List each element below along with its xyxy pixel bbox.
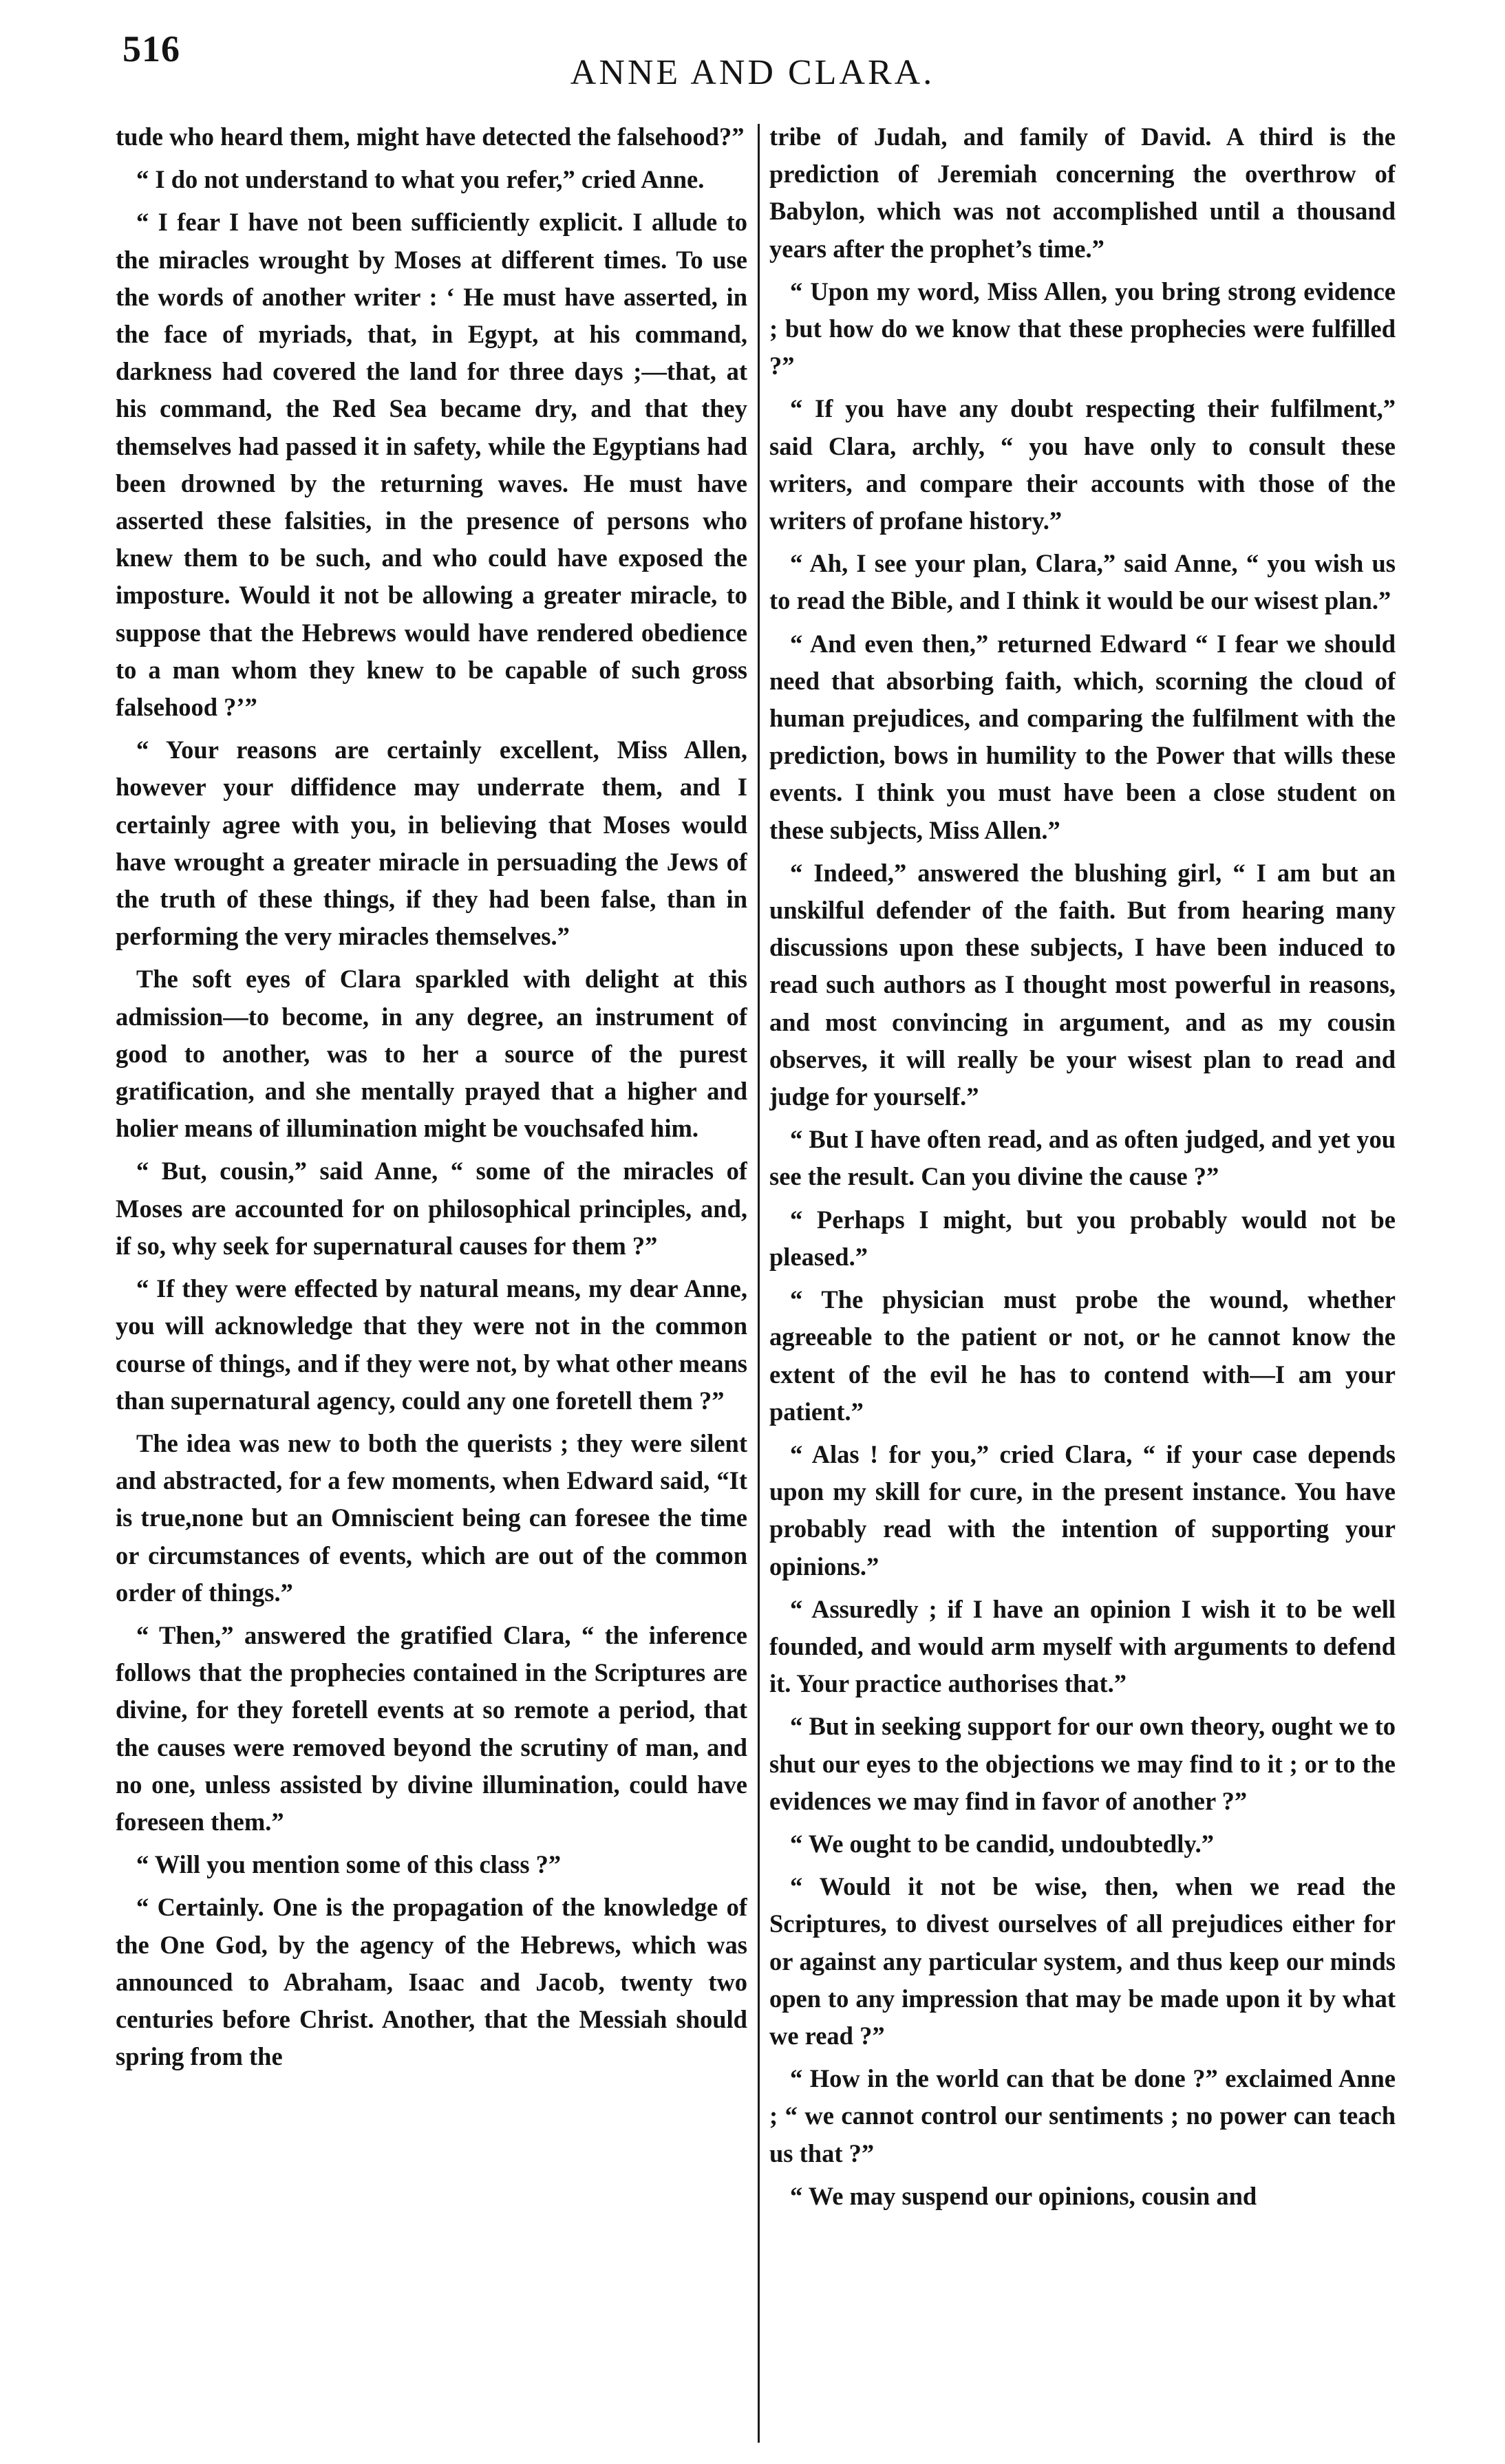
paragraph: “ Certainly. One is the propagation of the knowledge of the One God, by the agency of the Hebrews, which was announced to Abraham, Isaac and Jacob, twenty two centuries before Christ. Another, that the Messiah should spring from the <box>116 1893 747 2071</box>
paragraph: “ Will you mention some of this class ?” <box>136 1850 562 1879</box>
paragraph: “ Assuredly ; if I have an opinion I wish it to be well founded, and would arm myself with arguments to defend it. Your practice authorises that.” <box>769 1594 1396 1698</box>
paragraph: “ I do not understand to what you refer,” cried Anne. <box>136 165 705 194</box>
paragraph: “ If you have any doubt respecting their fulfilment,” said Clara, archly, “ you have only to consult these writers, and compare their accounts with those of the writers of profane history.” <box>769 394 1396 535</box>
paragraph: “ We ought to be candid, undoubtedly.” <box>790 1829 1214 1858</box>
right-column <box>769 118 1396 2430</box>
paragraph: “ Perhaps I might, but you probably would not be pleased.” <box>769 1205 1396 1271</box>
paragraph: “ And even then,” returned Edward “ I fear we should need that absorbing faith, which, scorning the cloud of human prejudices, and comparing the fulfilment with the prediction, bows in humility to the Power that wills these events. I think you must have been a close student on these subjects, Miss Allen.” <box>769 629 1396 844</box>
column-divider <box>758 124 760 2443</box>
paragraph: “ But, cousin,” said Anne, “ some of the miracles of Moses are accounted for on philosophical principles, and, if so, why seek for supernatural causes for them ?” <box>116 1157 747 1260</box>
running-title: ANNE AND CLARA. <box>570 53 935 92</box>
paragraph: “ The physician must probe the wound, whether agreeable to the patient or not, or he cannot know the extent of the evil he has to contend with—I am your patient.” <box>769 1285 1396 1426</box>
paragraph: “ Upon my word, Miss Allen, you bring strong evidence ; but how do we know that these prophecies were fulfilled ?” <box>769 277 1396 381</box>
left-column <box>116 118 747 2430</box>
paragraph: The idea was new to both the querists ; they were silent and abstracted, for a few moments, when Edward said, “It is true,none but an Omniscient being can foresee the time or circumstances of events, which are out of the common order of things.” <box>116 1428 747 1607</box>
paragraph: “ Indeed,” answered the blushing girl, “ I am but an unskilful defender of the faith. But from hearing many discussions upon these subjects, I have been induced to read such authors as I thought most powerful in reasons, and most convincing in argument, and as my cousin observes, it will really be your wisest plan to read and judge for yourself.” <box>769 858 1396 1111</box>
paragraph: tribe of Judah, and family of David. A third is the prediction of Jeremiah concerning the overthrow of Babylon, which was not accomplished until a thousand years after the prophet’s time.” <box>769 122 1396 263</box>
paragraph: “ If they were effected by natural means, my dear Anne, you will acknowledge that they were not in the common course of things, and if they were not, by what other means than supernatural agency, could any one foretell them ?” <box>116 1274 747 1415</box>
paragraph: “ Would it not be wise, then, when we read the Scriptures, to divest ourselves of all prejudices either for or against any particular system, and thus keep our minds open to any impression that may be made upon it by what we read ?” <box>769 1872 1396 2050</box>
page-number: 516 <box>122 28 180 69</box>
paragraph: “ But in seeking support for our own theory, ought we to shut our eyes to the objections we may find to it ; or to the evidences we may find in favor of another ?” <box>769 1712 1396 1815</box>
paragraph: “ How in the world can that be done ?” exclaimed Anne ; “ we cannot control our sentiments ; no power can teach us that ?” <box>769 2064 1396 2167</box>
paragraph: “ Then,” answered the gratified Clara, “ the inference follows that the prophecies contained in the Scriptures are divine, for they foretell events at so remote a period, that the causes were removed beyond the scrutiny of man, and no one, unless assisted by divine illumination, could have foreseen them.” <box>116 1620 747 1836</box>
paragraph: “ But I have often read, and as often judged, and yet you see the result. Can you divine the cause ?” <box>769 1125 1396 1191</box>
paragraph: tude who heard them, might have detected the falsehood?” <box>116 122 745 151</box>
paragraph: “ We may suspend our opinions, cousin and <box>790 2181 1257 2210</box>
paragraph: “ Alas ! for you,” cried Clara, “ if your case depends upon my skill for cure, in the present instance. You have probably read with the intention of supporting your opinions.” <box>769 1439 1396 1581</box>
paragraph: “ I fear I have not been sufficiently explicit. I allude to the miracles wrought by Moses at different times. To use the words of another writer : ‘ He must have asserted, in the face of myriads, that, in Egypt, at his command, darkness had covered the land for three days ;—that, at his command, the Red Sea became dry, and that they themselves had passed it in safety, while the Egyptians had been drowned by the returning waves. He must have asserted these falsities, in the presence of persons who knew them to be such, and who could have exposed the imposture. Would it not be allowing a greater miracle, to suppose that the Hebrews would have rendered obedience to a man whom they knew to be capable of such gross falsehood ?’” <box>116 208 747 722</box>
paragraph: “ Your reasons are certainly excellent, Miss Allen, however your diffidence may underrate them, and I certainly agree with you, in believing that Moses would have wrought a greater miracle in persuading the Jews of the truth of these things, if they had been false, than in performing the very miracles themselves.” <box>116 736 747 951</box>
paragraph: The soft eyes of Clara sparkled with delight at this admission—to become, in any degree, an instrument of good to another, was to her a source of the purest gratification, and she mentally prayed that a higher and holier means of illumination might be vouchsafed him. <box>116 965 747 1143</box>
paragraph: “ Ah, I see your plan, Clara,” said Anne, “ you wish us to read the Bible, and I think it would be our wisest plan.” <box>769 549 1396 615</box>
